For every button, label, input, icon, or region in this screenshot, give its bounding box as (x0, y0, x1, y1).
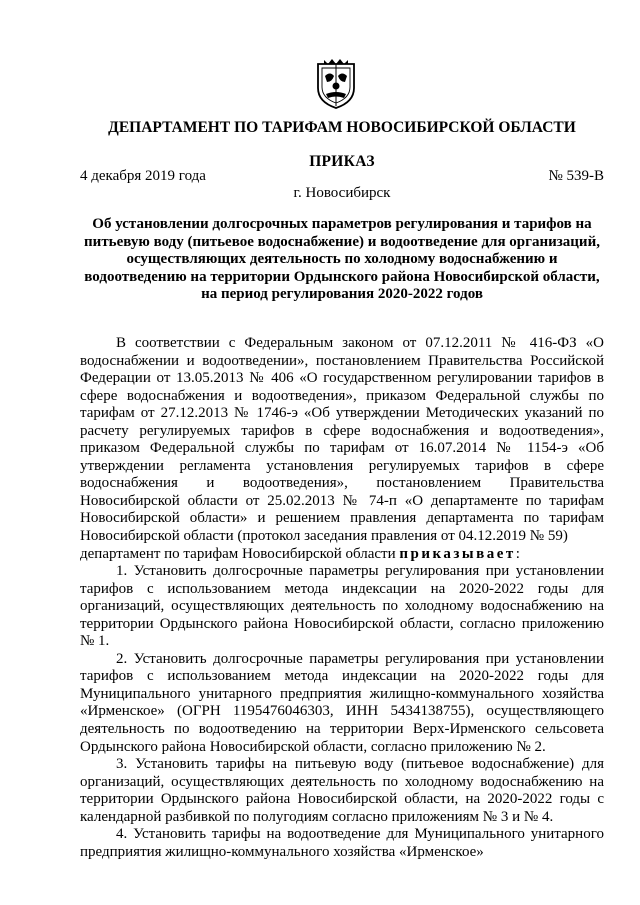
item-paragraph: 4. Установить тарифы на водоотведение для Муниципального унитарного предприятия жилищно-коммунального хозяйства «Ирменское» (80, 826, 604, 860)
decree-line: департамент по тарифам Новосибирской области приказывает: (80, 545, 520, 562)
order-number: № 539-В (548, 168, 604, 184)
novosibirsk-coat-of-arms-icon (314, 58, 358, 110)
order-body (80, 335, 604, 861)
item-paragraph: 3. Установить тарифы на питьевую воду (питьевое водоснабжение) для организаций, осуществляющих деятельность по холодному водоснабжению на территории Ордынского района Новосибирской области, на 2020-2022 годы с календарной разбивкой по полугодиям согласно приложениям № 3 и № 4. (80, 756, 604, 825)
order-subject (80, 216, 604, 304)
subject-line: водоотведению на территории Ордынского района Новосибирской области, (84, 268, 600, 285)
subject-line: осуществляющих деятельность по холодному водоснабжению и (126, 251, 558, 268)
preamble-paragraph: В соответствии с Федеральным законом от 07.12.2011 № 416-ФЗ «О водоснабжении и водоотведении», постановлением Правительства Российской Федерации от 13.05.2013 № 406 «О государственном регулировании тарифов в сфере водоснабжения и водоотведения», приказом Федеральной службы по тарифам от 27.12.2013 № 1746-э «Об утверждении Методических указаний по расчету регулируемых тарифов в сфере водоснабжения и водоотведения», приказом Федеральной службы по тарифам от 16.07.2014 № 1154-э «Об утверждении регламента установления регулируемых тарифов в сфере водоснабжения и водоотведения», постановлением Правительства Новосибирской области от 25.02.2013 № 74-п «О департаменте по тарифам Новосибирской области» и решением правления департамента по тарифам Новосибирской области (протокол заседания правления от 04.12.2019 № 59) (80, 335, 604, 545)
subject-line: питьевую воду (питьевое водоснабжение) и водоотведение для организаций, (84, 233, 600, 250)
subject-line: Об установлении долгосрочных параметров регулирования и тарифов на (92, 216, 592, 232)
order-city: г. Новосибирск (293, 185, 391, 201)
document-type: ПРИКАЗ (309, 153, 375, 170)
order-date: 4 декабря 2019 года (80, 168, 206, 184)
subject-line: на период регулирования 2020-2022 годов (201, 286, 483, 303)
decree-lead: департамент по тарифам Новосибирской области (80, 545, 396, 562)
department-name: ДЕПАРТАМЕНТ ПО ТАРИФАМ НОВОСИБИРСКОЙ ОБЛАСТИ (108, 119, 576, 136)
date-number-row (80, 168, 604, 185)
item-paragraph: 1. Установить долгосрочные параметры регулирования при установлении тарифов с использованием метода индексации на 2020-2022 годы для организаций, осуществляющих деятельность по холодному водоснабжению на территории Ордынского района Новосибирской области, согласно приложению № 1. (80, 563, 604, 650)
decree-word: приказывает (399, 545, 516, 562)
item-paragraph: 2. Установить долгосрочные параметры регулирования при установлении тарифов с использованием метода индексации на 2020-2022 годы для Муниципального унитарного предприятия жилищно-коммунального хозяйства «Ирменское» (ОГРН 1195476046303, ИНН 5434138755), осуществляющего деятельность по водоотведению на территории Верх-Ирменского сельсовета Ордынского района Новосибирской области, согласно приложению № 2. (80, 650, 604, 755)
